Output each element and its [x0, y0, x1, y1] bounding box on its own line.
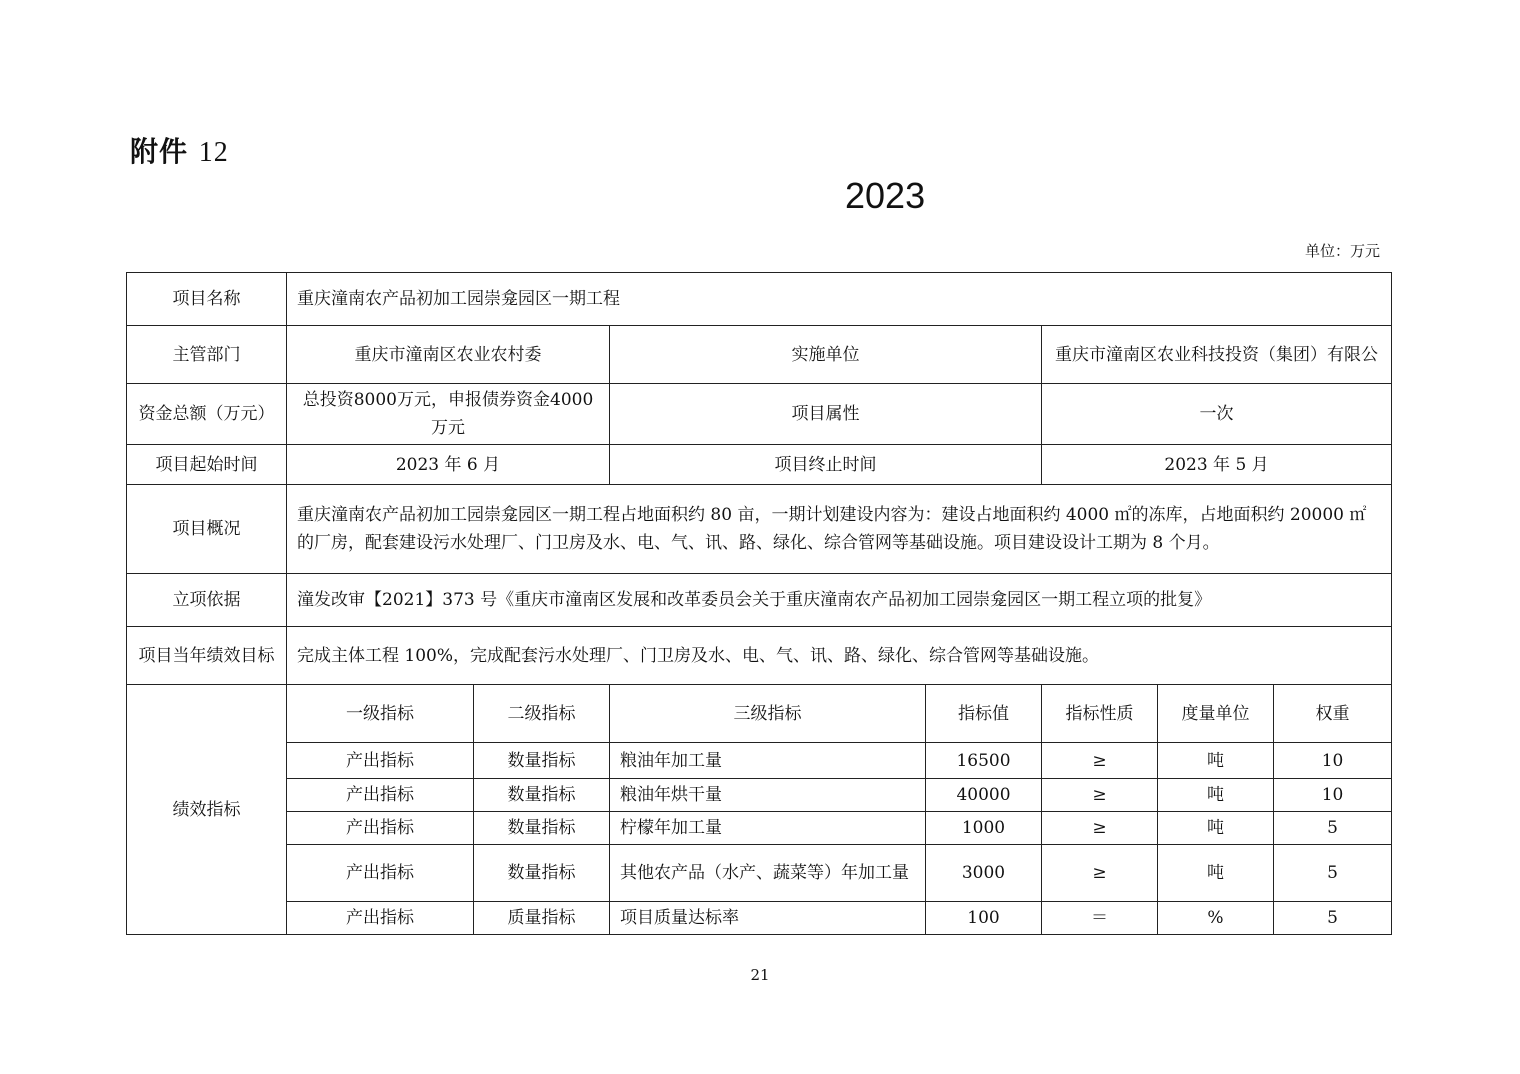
attachment-heading [130, 130, 229, 170]
unit-cell: 吨 [1158, 779, 1274, 812]
value-cell: 16500 [926, 743, 1042, 779]
annual-goal-value: 完成主体工程 100%，完成配套污水处理厂、门卫房及水、电、气、讯、路、绿化、综合管网等基础设施。 [287, 627, 1392, 685]
nature-cell: ≥ [1042, 779, 1158, 812]
basis-value: 潼发改审【2021】373 号《重庆市潼南区发展和改革委员会关于重庆潼南农产品初加工园崇龛园区一期工程立项的批复》 [287, 574, 1392, 627]
row-dates [127, 445, 1392, 485]
unit-cell: % [1158, 902, 1274, 935]
overview-label: 项目概况 [127, 485, 287, 574]
nature-cell: ≥ [1042, 812, 1158, 845]
level2-cell: 质量指标 [474, 902, 610, 935]
level3-cell: 柠檬年加工量 [610, 812, 926, 845]
table-row [127, 845, 1392, 902]
level2-cell: 数量指标 [474, 743, 610, 779]
basis-label: 立项依据 [127, 574, 287, 627]
department-label: 主管部门 [127, 326, 287, 384]
table-row [127, 812, 1392, 845]
weight-cell: 5 [1274, 845, 1392, 902]
value-cell: 3000 [926, 845, 1042, 902]
unit-cell: 吨 [1158, 845, 1274, 902]
value-cell: 40000 [926, 779, 1042, 812]
value-cell: 1000 [926, 812, 1042, 845]
row-overview [127, 485, 1392, 574]
attachment-label: 附件 [130, 135, 189, 168]
department-value: 重庆市潼南区农业农村委 [287, 326, 610, 384]
nature-cell: ≥ [1042, 743, 1158, 779]
start-time-label: 项目起始时间 [127, 445, 287, 485]
level3-cell: 粮油年加工量 [610, 743, 926, 779]
level1-cell: 产出指标 [287, 743, 474, 779]
level1-cell: 产出指标 [287, 902, 474, 935]
row-funds [127, 384, 1392, 445]
total-funds-label: 资金总额（万元） [127, 384, 287, 445]
row-basis [127, 574, 1392, 627]
project-attribute-value: 一次 [1042, 384, 1392, 445]
total-funds-value: 总投资8000万元，申报债券资金4000万元 [287, 384, 610, 445]
weight-cell: 5 [1274, 812, 1392, 845]
row-project-name [127, 273, 1392, 326]
implementing-unit-value: 重庆市潼南区农业科技投资（集团）有限公 [1042, 326, 1392, 384]
level2-cell: 数量指标 [474, 812, 610, 845]
header-level3: 三级指标 [610, 685, 926, 743]
level1-cell: 产出指标 [287, 845, 474, 902]
level3-cell: 其他农产品（水产、蔬菜等）年加工量 [610, 845, 926, 902]
end-time-value: 2023 年 5 月 [1042, 445, 1392, 485]
weight-cell: 10 [1274, 743, 1392, 779]
unit-label: 单位：万元 [1304, 242, 1380, 260]
header-nature: 指标性质 [1042, 685, 1158, 743]
performance-section-label: 绩效指标 [127, 685, 287, 935]
nature-cell: ＝ [1042, 902, 1158, 935]
start-time-value: 2023 年 6 月 [287, 445, 610, 485]
level2-cell: 数量指标 [474, 845, 610, 902]
row-annual-goal [127, 627, 1392, 685]
header-unit: 度量单位 [1158, 685, 1274, 743]
project-name-value: 重庆潼南农产品初加工园崇龛园区一期工程 [287, 273, 1392, 326]
header-weight: 权重 [1274, 685, 1392, 743]
table-row [127, 902, 1392, 935]
overview-value: 重庆潼南农产品初加工园崇龛园区一期工程占地面积约 80 亩，一期计划建设内容为：建设占地面积约 4000 ㎡的冻库，占地面积约 20000 ㎡的厂房，配套建设污水处理厂、门卫房及水、电、气、讯、路、绿化、综合管网等基础设施。项目建设设计工期为 8 个月。 [287, 485, 1392, 574]
attachment-number: 12 [198, 137, 229, 168]
project-performance-table [126, 272, 1392, 935]
table-row [127, 779, 1392, 812]
project-name-label: 项目名称 [127, 273, 287, 326]
nature-cell: ≥ [1042, 845, 1158, 902]
level3-cell: 项目质量达标率 [610, 902, 926, 935]
header-value: 指标值 [926, 685, 1042, 743]
weight-cell: 10 [1274, 779, 1392, 812]
header-level2: 二级指标 [474, 685, 610, 743]
header-level1: 一级指标 [287, 685, 474, 743]
annual-goal-label: 项目当年绩效目标 [127, 627, 287, 685]
end-time-label: 项目终止时间 [610, 445, 1042, 485]
project-attribute-label: 项目属性 [610, 384, 1042, 445]
unit-cell: 吨 [1158, 812, 1274, 845]
level1-cell: 产出指标 [287, 779, 474, 812]
page-number: 21 [750, 966, 770, 984]
level1-cell: 产出指标 [287, 812, 474, 845]
table-row [127, 743, 1392, 779]
implementing-unit-label: 实施单位 [610, 326, 1042, 384]
value-cell: 100 [926, 902, 1042, 935]
document-title: 2023 [845, 175, 926, 216]
level3-cell: 粮油年烘干量 [610, 779, 926, 812]
performance-header-row [127, 685, 1392, 743]
row-department [127, 326, 1392, 384]
level2-cell: 数量指标 [474, 779, 610, 812]
weight-cell: 5 [1274, 902, 1392, 935]
unit-cell: 吨 [1158, 743, 1274, 779]
